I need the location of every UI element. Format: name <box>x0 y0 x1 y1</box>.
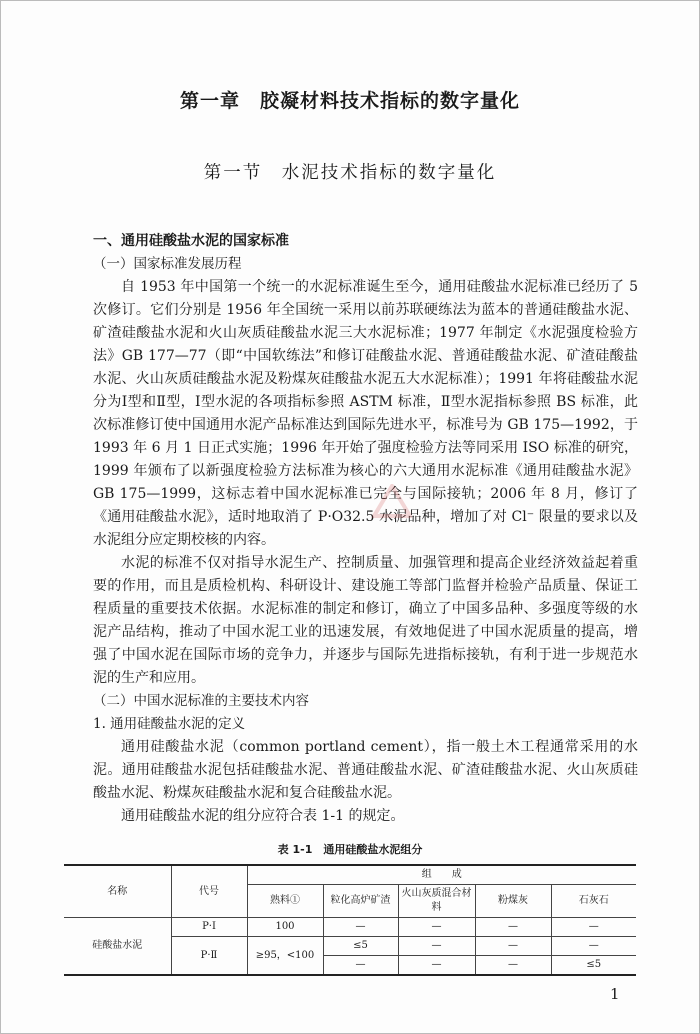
cell: ≤5 <box>323 937 398 956</box>
cell: — <box>398 956 475 976</box>
chapter-title: 第一章 胶凝材料技术指标的数字量化 <box>179 90 520 112</box>
page-number: 1 <box>610 985 620 1003</box>
cell: ≤5 <box>551 956 636 976</box>
subheading-2: （二）中国水泥标准的主要技术内容 <box>93 693 309 709</box>
cell-code: P·Ⅱ <box>171 937 247 976</box>
cell: ≥95，<100 <box>247 937 323 976</box>
heading-1: 一、通用硅酸盐水泥的国家标准 <box>93 233 289 249</box>
cell: — <box>475 937 551 956</box>
header-col: 火山灰质混合材料 <box>398 885 475 918</box>
cell: — <box>398 937 475 956</box>
subheading-2-1: 1. 通用硅酸盐水泥的定义 <box>93 716 246 732</box>
cell: — <box>323 918 398 937</box>
header-code: 代号 <box>171 865 247 918</box>
body-text <box>93 230 638 828</box>
cell-code: P·Ⅰ <box>171 918 247 937</box>
header-col: 熟料① <box>247 885 323 918</box>
header-col: 粒化高炉矿渣 <box>323 885 398 918</box>
paragraph: 通用硅酸盐水泥的组分应符合表 1-1 的规定。 <box>121 808 405 824</box>
cell: — <box>551 937 636 956</box>
cell-name: 硅酸盐水泥 <box>64 918 171 976</box>
header-composition: 组 成 <box>247 865 636 885</box>
cell: — <box>475 956 551 976</box>
table-caption: 表 1-1 通用硅酸盐水泥组分 <box>277 843 423 856</box>
subheading-1: （一）国家标准发展历程 <box>93 256 242 272</box>
paragraph: 水泥的标准不仅对指导水泥生产、控制质量、加强管理和提高企业经济效益起着重要的作用，而且是质检机构、科研设计、建设施工等部门监督并检验产品质量、保证工程质量的重要技术依据。水泥标准的制定和修订，确立了中国多品种、多强度等级的水泥产品结构，推动了中国水泥工业的迅速发展，有效地促进了中国水泥质量的提高，增强了中国水泥在国际市场的竞争力，并逐步与国际先进指标接轨，有利于进一步规范水泥的生产和应用。 <box>93 555 638 686</box>
header-col: 粉煤灰 <box>475 885 551 918</box>
header-name: 名称 <box>64 865 171 918</box>
table-row <box>64 918 636 937</box>
cell: — <box>475 918 551 937</box>
cell: — <box>551 918 636 937</box>
header-col: 石灰石 <box>551 885 636 918</box>
cell: — <box>323 956 398 976</box>
composition-table <box>64 864 636 976</box>
paragraph: 通用硅酸盐水泥（common portland cement），指一般土木工程通常采用的水泥。通用硅酸盐水泥包括硅酸盐水泥、普通硅酸盐水泥、矿渣硅酸盐水泥、火山灰质硅酸盐水泥、粉煤灰硅酸盐水泥和复合硅酸盐水泥。 <box>93 739 638 801</box>
paragraph: 自 1953 年中国第一个统一的水泥标准诞生至今，通用硅酸盐水泥标准已经历了 5 次修订。它们分别是 1956 年全国统一采用以前苏联硬练法为蓝本的普通硅酸盐水泥、矿渣硅酸盐水泥和火山灰质硅酸盐水泥三大水泥标准；1977 年制定《水泥强度检验方法》GB 177—77（即“中国软练法”和修订硅酸盐水泥、普通硅酸盐水泥、矿渣硅酸盐水泥、火山灰质硅酸盐水泥及粉煤灰硅酸盐水泥五大水泥标准）；1991 年将硅酸盐水泥分为Ⅰ型和Ⅱ型，Ⅰ型水泥的各项指标参照 ASTM 标准，Ⅱ型水泥指标参照 BS 标准，此次标准修订使中国通用水泥产品标准达到国际先进水平，标准号为 GB 175—1992，于 1993 年 6 月 1 日正式实施；1996 年开始了强度检验方法等同采用 ISO 标准的研究，1999 年颁布了以新强度检验方法标准为核心的六大通用水泥标准《通用硅酸盐水泥》GB 175—1999，这标志着中国水泥标准已完全与国际接轨；2006 年 8 月，修订了《通用硅酸盐水泥》，适时地取消了 P·O32.5 水泥品种，增加了对 Cl⁻ 限量的要求以及水泥组分应定期校核的内容。 <box>93 279 638 548</box>
section-title: 第一节 水泥技术指标的数字量化 <box>203 163 497 183</box>
cell: — <box>398 918 475 937</box>
cell: 100 <box>247 918 323 937</box>
